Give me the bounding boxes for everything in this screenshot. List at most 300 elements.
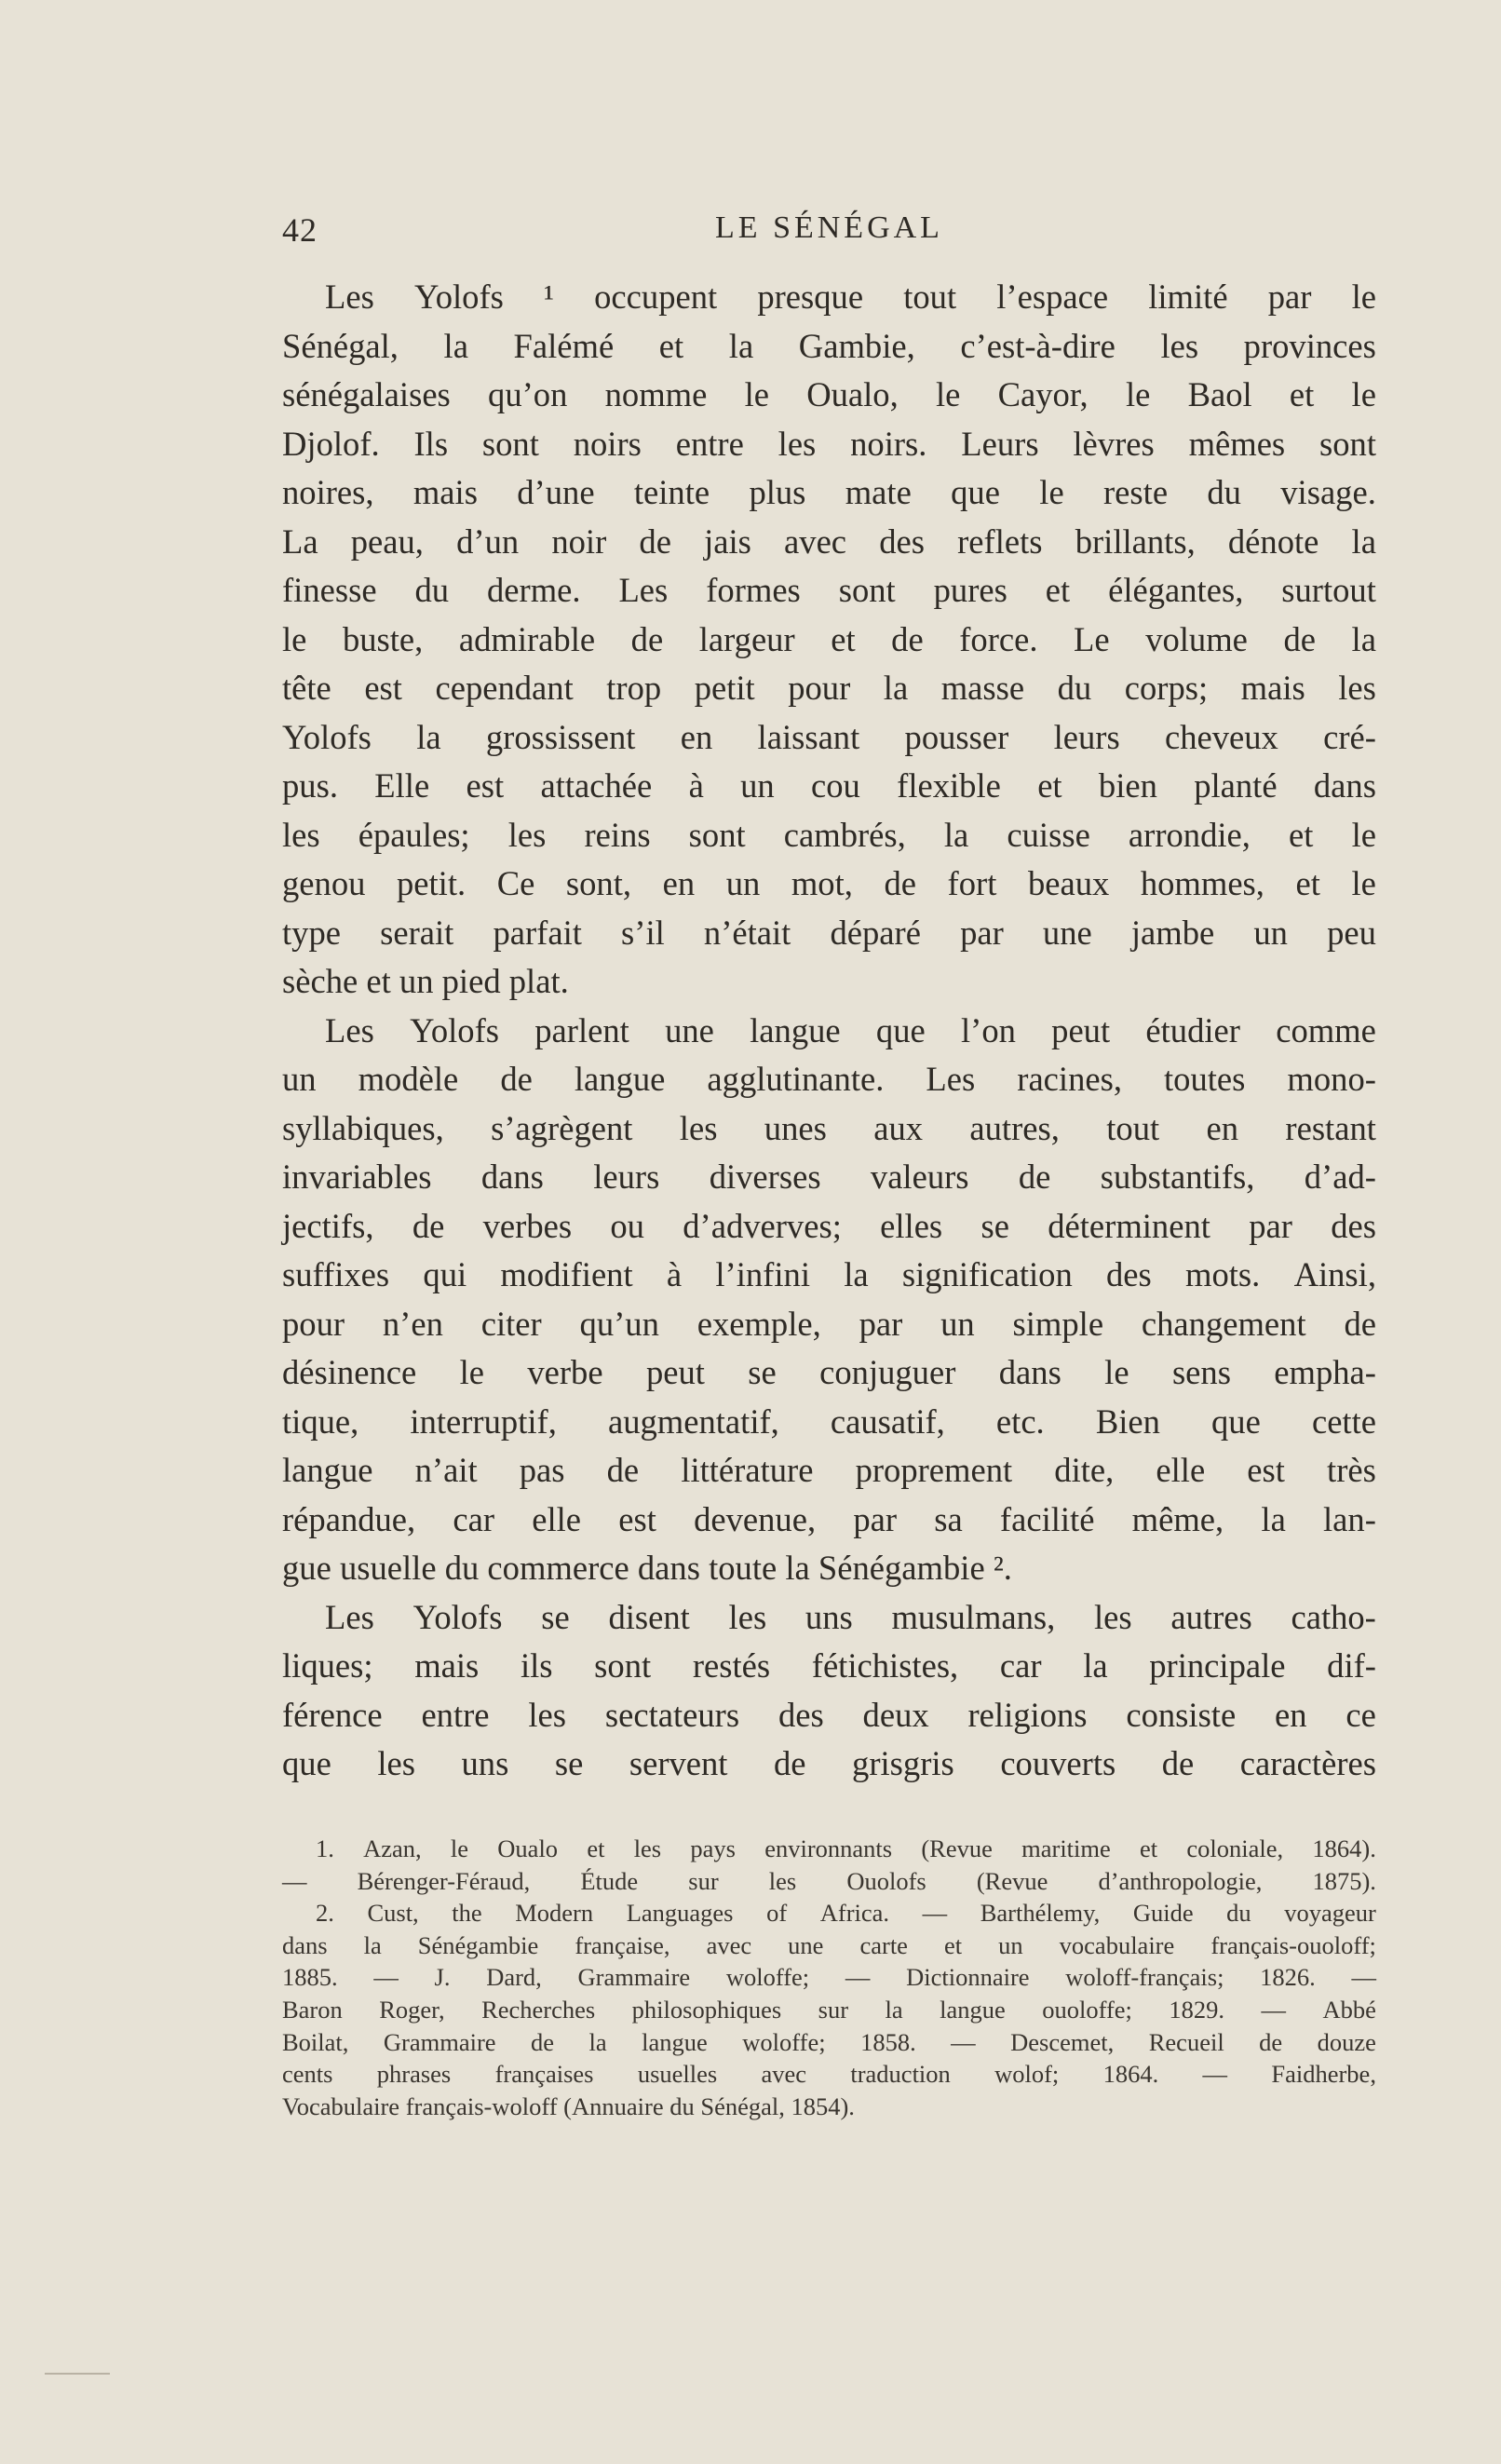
word: d’un [456, 521, 520, 561]
word: n’ait [414, 1451, 478, 1489]
word: La [282, 521, 318, 561]
word: Faidherbe, [1271, 2060, 1376, 2089]
word: deux [862, 1695, 929, 1734]
word: Djolof. [282, 424, 380, 463]
word: elles [880, 1206, 943, 1245]
word: woloffe; [725, 1963, 810, 1992]
word: (Revue [921, 1834, 993, 1862]
word: Recherches [481, 1995, 596, 2024]
word: pures [933, 571, 1007, 609]
word: flexible [897, 766, 1001, 805]
word: étudier [1145, 1010, 1240, 1049]
word: environnants [764, 1834, 893, 1862]
word: — [1351, 1963, 1376, 1992]
word: d’ad- [1304, 1158, 1376, 1196]
footnote-line [282, 1929, 1376, 1962]
word: se [980, 1206, 1009, 1245]
word: dif- [1327, 1646, 1376, 1685]
word: finesse [282, 571, 377, 609]
word: surtout [1281, 571, 1376, 609]
word: Abbé [1322, 1995, 1376, 2024]
text-line [282, 420, 1376, 469]
word: Ce [496, 864, 535, 902]
word: usuelles [637, 2060, 718, 2089]
word: de [500, 1060, 533, 1098]
word: la [1351, 619, 1376, 658]
word: la [1261, 1499, 1286, 1538]
word: Cayor, [997, 375, 1089, 413]
word: une [1042, 913, 1092, 952]
word: par [859, 1304, 903, 1343]
word: toutes [1164, 1060, 1246, 1098]
word: ils [520, 1646, 553, 1685]
word: la [1083, 1646, 1108, 1685]
word: par [853, 1499, 898, 1538]
word: couverts [1000, 1744, 1116, 1782]
word: Barthélemy, [980, 1899, 1101, 1928]
word: une [665, 1010, 714, 1049]
word: en [680, 717, 713, 756]
word: Ainsi, [1293, 1255, 1376, 1293]
word: parfait [493, 913, 582, 952]
footnote-line [282, 1865, 1376, 1898]
word: le [1104, 1353, 1129, 1391]
text-line: gue usuelle du commerce dans toute la Sénégambie ². [282, 1549, 1012, 1587]
word: simple [1012, 1304, 1104, 1343]
word: force. [959, 619, 1038, 658]
text-line [282, 322, 1376, 372]
word: tête [282, 669, 331, 707]
text-line [282, 468, 1376, 518]
word: sont, [565, 864, 632, 902]
word: entre [675, 424, 744, 463]
word: masse [940, 669, 1025, 707]
word: d’anthropologie, [1098, 1866, 1263, 1895]
word: et [831, 619, 856, 658]
word: qu’on [488, 375, 568, 413]
word: coloniale, [1186, 1834, 1284, 1862]
word: leurs [593, 1158, 660, 1196]
word: dans [480, 1158, 544, 1196]
text-line [282, 1593, 1376, 1643]
word: lèvres [1073, 424, 1155, 463]
word: à [666, 1255, 683, 1293]
footnote-line [282, 2026, 1376, 2059]
text-line [282, 1740, 1376, 1789]
word: est [466, 766, 505, 805]
word: autres [1170, 1597, 1252, 1636]
word: Ils [413, 424, 449, 463]
word: — [951, 2027, 976, 2056]
word: empha- [1274, 1353, 1376, 1391]
word: Modern [515, 1899, 594, 1928]
word: par [960, 913, 1004, 952]
word: maritime [1021, 1834, 1111, 1862]
word: le [1351, 375, 1376, 413]
word: brillants, [1075, 521, 1196, 561]
word: un [940, 1304, 975, 1343]
word: dénote [1227, 521, 1319, 561]
word: de [891, 619, 924, 658]
word: Falémé [513, 326, 615, 365]
text-line [282, 1446, 1376, 1496]
word: car [453, 1499, 495, 1538]
word: un [998, 1930, 1023, 1959]
word: facilité [999, 1499, 1095, 1538]
word: Yolofs [412, 1597, 503, 1636]
word: admirable [458, 619, 596, 658]
word: les [679, 1108, 718, 1147]
word: uns [805, 1597, 853, 1636]
word: leurs [1053, 717, 1120, 756]
word: un [1253, 913, 1288, 952]
word: 1826. [1260, 1963, 1316, 1992]
word: philosophiques [631, 1995, 782, 2024]
word: à [688, 766, 704, 805]
word: Étude [580, 1866, 639, 1895]
word: qui [423, 1255, 467, 1293]
word: causatif, [830, 1401, 945, 1441]
text-line [282, 566, 1376, 616]
margin-mark [45, 2373, 110, 2375]
word: Gambie, [798, 326, 915, 365]
word: et [1289, 815, 1314, 854]
word: la [1351, 521, 1376, 561]
word: pour [282, 1304, 345, 1343]
word: diverses [709, 1158, 821, 1196]
footnote-line [282, 1994, 1376, 2026]
word: les [507, 815, 547, 854]
word: du [1226, 1899, 1251, 1928]
word: les [282, 815, 320, 854]
word: ou [610, 1206, 644, 1245]
word: par [1267, 278, 1312, 316]
word: caractères [1239, 1744, 1376, 1782]
word: répandue, [282, 1499, 416, 1538]
word: le [1351, 278, 1376, 316]
word: Grammaire [383, 2027, 496, 2056]
text-line [282, 1007, 1376, 1056]
word: derme. [487, 571, 581, 609]
word: peau, [350, 521, 424, 561]
word: of [766, 1899, 788, 1928]
word: Roger, [379, 1995, 445, 2024]
running-title: LE SÉNÉGAL [715, 210, 943, 245]
word: — [282, 1866, 307, 1895]
word: Oualo [497, 1834, 559, 1862]
word: le [744, 375, 769, 413]
word: une [788, 1930, 824, 1959]
word: pas [519, 1451, 565, 1489]
word: pousser [904, 717, 1009, 756]
word: de [884, 864, 916, 902]
word: ce [1345, 1695, 1376, 1734]
word: langue [642, 2027, 708, 2056]
word: cambrés, [783, 815, 906, 854]
word: des [879, 521, 925, 561]
word: Recueil [1148, 2027, 1224, 2056]
word: sont [838, 571, 896, 609]
word: langue [940, 1995, 1006, 2024]
word: de [639, 521, 671, 561]
word: même, [1131, 1499, 1224, 1538]
word: entre [421, 1695, 490, 1734]
word: type [282, 913, 341, 952]
word: et [1045, 571, 1071, 609]
word: carte [859, 1930, 908, 1959]
word: voyageur [1284, 1899, 1376, 1928]
word: les [728, 1597, 767, 1636]
word: liques; [282, 1646, 373, 1685]
word: lan- [1323, 1499, 1376, 1538]
word: la [885, 1995, 903, 2024]
word: les [528, 1695, 567, 1734]
word: consiste [1126, 1695, 1237, 1734]
word: presque [757, 278, 864, 316]
word: un [282, 1060, 317, 1098]
text-line [282, 762, 1376, 811]
word: le [1125, 375, 1151, 413]
word: avec [706, 1930, 752, 1959]
word: Grammaire [577, 1963, 691, 1992]
word: de [1161, 1744, 1195, 1782]
word: l’on [960, 1010, 1016, 1049]
word: etc. [995, 1401, 1045, 1441]
word: fort [947, 864, 997, 902]
word: d’une [517, 473, 595, 511]
word: avec [784, 521, 847, 561]
word: des [1106, 1255, 1152, 1293]
footnote-line [282, 1897, 1376, 1929]
word: sénégalaises [282, 375, 451, 413]
word: parlent [534, 1010, 629, 1049]
word: du [1207, 473, 1241, 511]
word: Guide [1132, 1899, 1194, 1928]
word: la [844, 1255, 869, 1293]
word: dite, [1054, 1451, 1115, 1489]
word: restés [692, 1646, 771, 1685]
word: que [282, 1744, 331, 1782]
word: le [459, 1353, 484, 1391]
word: Azan, [363, 1834, 422, 1862]
word: sont [688, 815, 746, 854]
word: la [728, 326, 754, 365]
word: interruptif, [410, 1401, 557, 1441]
word: s’agrègent [491, 1108, 633, 1147]
word: visage. [1280, 473, 1376, 511]
word: les [633, 1834, 662, 1862]
word: principale [1149, 1646, 1286, 1685]
word: c’est-à-dire [960, 326, 1116, 365]
word: sur [688, 1866, 719, 1895]
word: ouoloffe; [1042, 1995, 1132, 2024]
word: buste, [342, 619, 424, 658]
word: — [373, 1963, 399, 1992]
word: le [935, 375, 961, 413]
word: s’il [621, 913, 665, 952]
word: Les [325, 278, 374, 316]
word: et [943, 1930, 963, 1959]
word: que [951, 473, 1000, 511]
word: et [1295, 864, 1320, 902]
word: attachée [540, 766, 653, 805]
word: les [1338, 669, 1376, 707]
word: n’en [382, 1304, 443, 1343]
word: Bérenger-Féraud, [357, 1866, 531, 1895]
word: tout [1106, 1108, 1160, 1147]
word: mono- [1287, 1060, 1376, 1098]
word: 2. [316, 1899, 334, 1928]
word: woloff-français; [1065, 1963, 1224, 1992]
word: les [768, 1866, 797, 1895]
word: n’était [703, 913, 791, 952]
word: Languages [626, 1899, 734, 1928]
word: très [1327, 1451, 1376, 1489]
word: sont [594, 1646, 652, 1685]
word: du [1057, 669, 1092, 707]
word: comme [1276, 1010, 1376, 1049]
word: pour [788, 669, 851, 707]
word: petit. [396, 864, 467, 902]
word: musulmans, [891, 1597, 1056, 1636]
word: reste [1103, 473, 1169, 511]
word: français-ouoloff; [1210, 1930, 1376, 1959]
word: Baron [282, 1995, 343, 2024]
word: qu’un [579, 1304, 659, 1343]
word: sont [1319, 424, 1376, 463]
word: de [774, 1744, 806, 1782]
word: 1829. [1169, 1995, 1225, 2024]
text-line [282, 860, 1376, 909]
word: cependant [435, 669, 574, 707]
word: est [1247, 1451, 1285, 1489]
word: Descemet, [1010, 2027, 1115, 2056]
word: arrondie, [1128, 815, 1251, 854]
word: citer [480, 1304, 542, 1343]
word: traduction [850, 2060, 951, 2089]
word: se [554, 1744, 584, 1782]
text-line [282, 1398, 1376, 1447]
word: jambe [1130, 913, 1215, 952]
word: la [443, 326, 468, 365]
word: car [999, 1646, 1042, 1685]
word: est [618, 1499, 656, 1538]
word: cou [811, 766, 860, 805]
text-line [282, 909, 1376, 958]
word: les [1160, 326, 1199, 365]
word: petit [694, 669, 755, 707]
word: en [1275, 1695, 1307, 1734]
word: the [452, 1899, 482, 1928]
word: et [658, 326, 684, 365]
text-line [282, 1153, 1376, 1202]
word: serait [380, 913, 454, 952]
word: cuisse [1007, 815, 1090, 854]
word: la [943, 815, 969, 854]
word: Sénégambie [417, 1930, 539, 1959]
word: Yolofs [413, 278, 504, 316]
word: suffixes [282, 1255, 390, 1293]
word: agglutinante. [707, 1060, 885, 1098]
word: des [778, 1695, 824, 1734]
word: tout [903, 278, 957, 316]
word: un [740, 766, 775, 805]
word: augmentatif, [607, 1401, 779, 1441]
word: devenue, [694, 1499, 817, 1538]
word: grisgris [852, 1744, 954, 1782]
word: fétichistes, [811, 1646, 959, 1685]
text-line [282, 1348, 1376, 1398]
word: cents [282, 2060, 333, 2089]
word: substantifs, [1100, 1158, 1255, 1196]
word: Le [1074, 619, 1110, 658]
word: sur [818, 1995, 849, 2024]
word: que [1211, 1401, 1261, 1441]
footnote-line [282, 1961, 1376, 1994]
text-line [282, 1055, 1376, 1104]
word: Africa. [819, 1899, 890, 1928]
word: proprement [855, 1451, 1013, 1489]
word: et [1289, 375, 1315, 413]
word: les [778, 424, 817, 463]
body-text [282, 273, 1376, 1789]
word: est [364, 669, 402, 707]
word: trop [606, 669, 662, 707]
word: Les [325, 1597, 374, 1636]
word: beaux [1027, 864, 1110, 902]
word: les [377, 1744, 415, 1782]
footnote-line [282, 1833, 1376, 1865]
word: cette [1311, 1401, 1376, 1441]
word: reins [584, 815, 651, 854]
text-line [282, 664, 1376, 713]
text-line [282, 1251, 1376, 1300]
word: Boilat, [282, 2027, 349, 2056]
word: religions [967, 1695, 1088, 1734]
page-number: 42 [282, 211, 318, 249]
word: françaises [494, 2060, 594, 2089]
word: — [1202, 2060, 1228, 2089]
word: invariables [282, 1158, 432, 1196]
word: sont [481, 424, 539, 463]
word: J. [434, 1963, 451, 1992]
word: Sénégal, [282, 326, 399, 365]
word: élégantes, [1108, 571, 1244, 609]
word: langue [574, 1060, 666, 1098]
word: et [1140, 1834, 1158, 1862]
word: peut [645, 1353, 705, 1391]
word: de [1283, 619, 1316, 658]
word: le [1351, 815, 1376, 854]
word: modèle [358, 1060, 459, 1098]
word: en [662, 864, 696, 902]
word: noir [551, 521, 607, 561]
word: bien [1098, 766, 1157, 805]
word: de [1344, 1304, 1376, 1343]
word: mots. [1185, 1255, 1261, 1293]
word: le [1351, 864, 1376, 902]
word: la [416, 717, 441, 756]
word: (Revue [976, 1866, 1048, 1895]
word: largeur [698, 619, 795, 658]
word: genou [282, 864, 366, 902]
footnote-line: Vocabulaire français-woloff (Annuaire du Sénégal, 1854). [282, 2092, 855, 2120]
word: Baol [1187, 375, 1252, 413]
word: peut [1051, 1010, 1111, 1049]
text-line [282, 371, 1376, 420]
word: woloffe; [742, 2027, 826, 2056]
word: langue [750, 1010, 841, 1049]
